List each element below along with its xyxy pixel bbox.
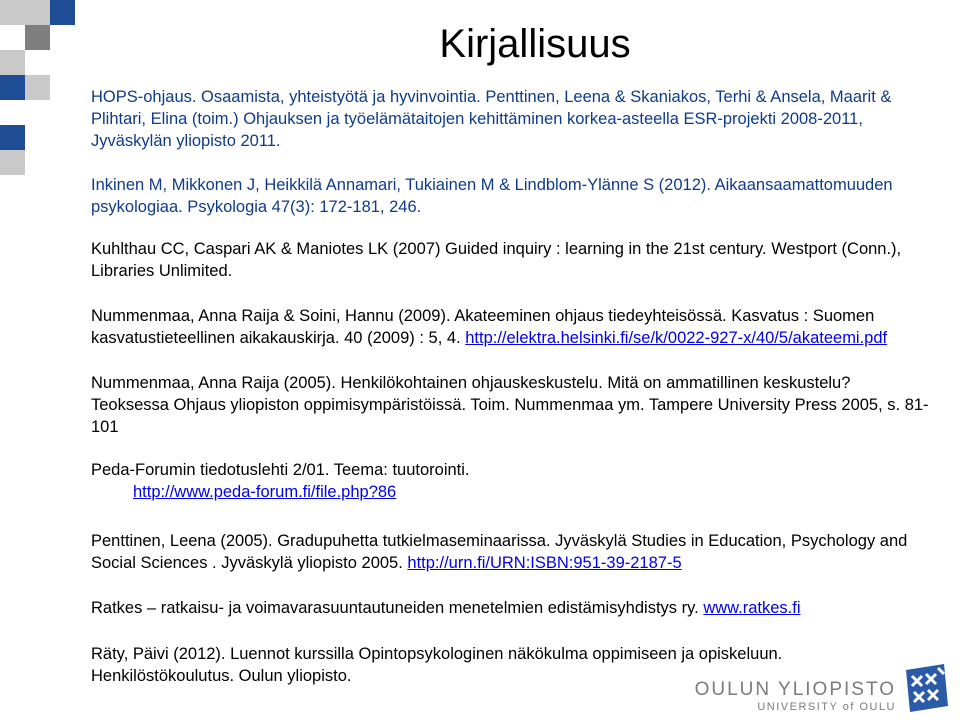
university-logo-text: [695, 680, 896, 714]
university-logo-icon: [900, 660, 952, 716]
page-title: Kirjallisuus: [439, 22, 631, 66]
decor-square: [25, 75, 50, 100]
urn-link[interactable]: http://urn.fi/URN:ISBN:951-39-2187-5: [407, 554, 682, 572]
elektra-link[interactable]: http://elektra.helsinki.fi/se/k/0022-927-x/40/5/akateemi.pdf: [465, 329, 888, 347]
reference-text: Peda-Forumin tiedotuslehti 2/01. Teema: tuutorointi.: [91, 461, 470, 479]
reference-text: Nummenmaa, Anna Raija & Soini, Hannu (2009). Akateeminen ohjaus tiedeyhteisössä. Kasvatus : Suomen kasvatustieteellinen aikakauskirja. 40 (2009) : 5, 4.: [91, 307, 875, 347]
reference-penttinen: [91, 530, 931, 574]
reference-text: Penttinen, Leena (2005). Gradupuhetta tutkielmaseminaarissa. Jyväskylä Studies in Education, Psychology and Social Sciences . Jyväskylä yliopisto 2005.: [91, 532, 908, 572]
reference-hops: HOPS-ohjaus. Osaamista, yhteistyötä ja hyvinvointia. Penttinen, Leena & Skaniakos, Terhi & Ansela, Maarit & Plihtari, Elina (toim.) Ohjauksen ja työelämätaitojen kehittäminen korkea-asteella ESR-projekti 2008-2011, Jyväskylän yliopisto 2011.: [91, 88, 892, 150]
decor-square: [0, 75, 25, 100]
reference-peda-forum: [91, 459, 931, 503]
reference-nummenmaa-soini: [91, 305, 931, 349]
reference-text: Ratkes – ratkaisu- ja voimavarasuuntautuneiden menetelmien edistämisyhdistys ry.: [91, 599, 704, 617]
peda-forum-link[interactable]: http://www.peda-forum.fi/file.php?86: [133, 483, 397, 501]
decor-square: [0, 150, 25, 175]
reference-kuhlthau: Kuhlthau CC, Caspari AK & Maniotes LK (2007) Guided inquiry : learning in the 21st century. Westport (Conn.), Libraries Unlimited.: [91, 240, 902, 280]
reference-raty: Räty, Päivi (2012). Luennot kurssilla Opintopsykologinen näkökulma oppimiseen ja opiskeluun. Henkilöstökoulutus. Oulun yliopisto.: [91, 645, 783, 685]
reference-inkinen: Inkinen M, Mikkonen J, Heikkilä Annamari, Tukiainen M & Lindblom-Ylänne S (2012). Aikaansaamattomuuden psykologiaa. Psykologia 47(3): 172-181, 246.: [91, 176, 893, 216]
reference-ratkes: [91, 597, 931, 619]
decor-square: [0, 125, 25, 150]
logo-sub-text: UNIVERSITY of OULU: [757, 701, 896, 713]
reference-nummenmaa-2005: Nummenmaa, Anna Raija (2005). Henkilökohtainen ohjauskeskustelu. Mitä on ammatillinen keskustelu? Teoksessa Ohjaus yliopiston oppimisympäristöissä. Toim. Nummenmaa ym. Tampere University Press 2005, s. 81-101: [91, 374, 929, 436]
ratkes-link[interactable]: www.ratkes.fi: [703, 599, 801, 617]
logo-main-text: OULUN YLIOPISTO: [694, 679, 896, 700]
